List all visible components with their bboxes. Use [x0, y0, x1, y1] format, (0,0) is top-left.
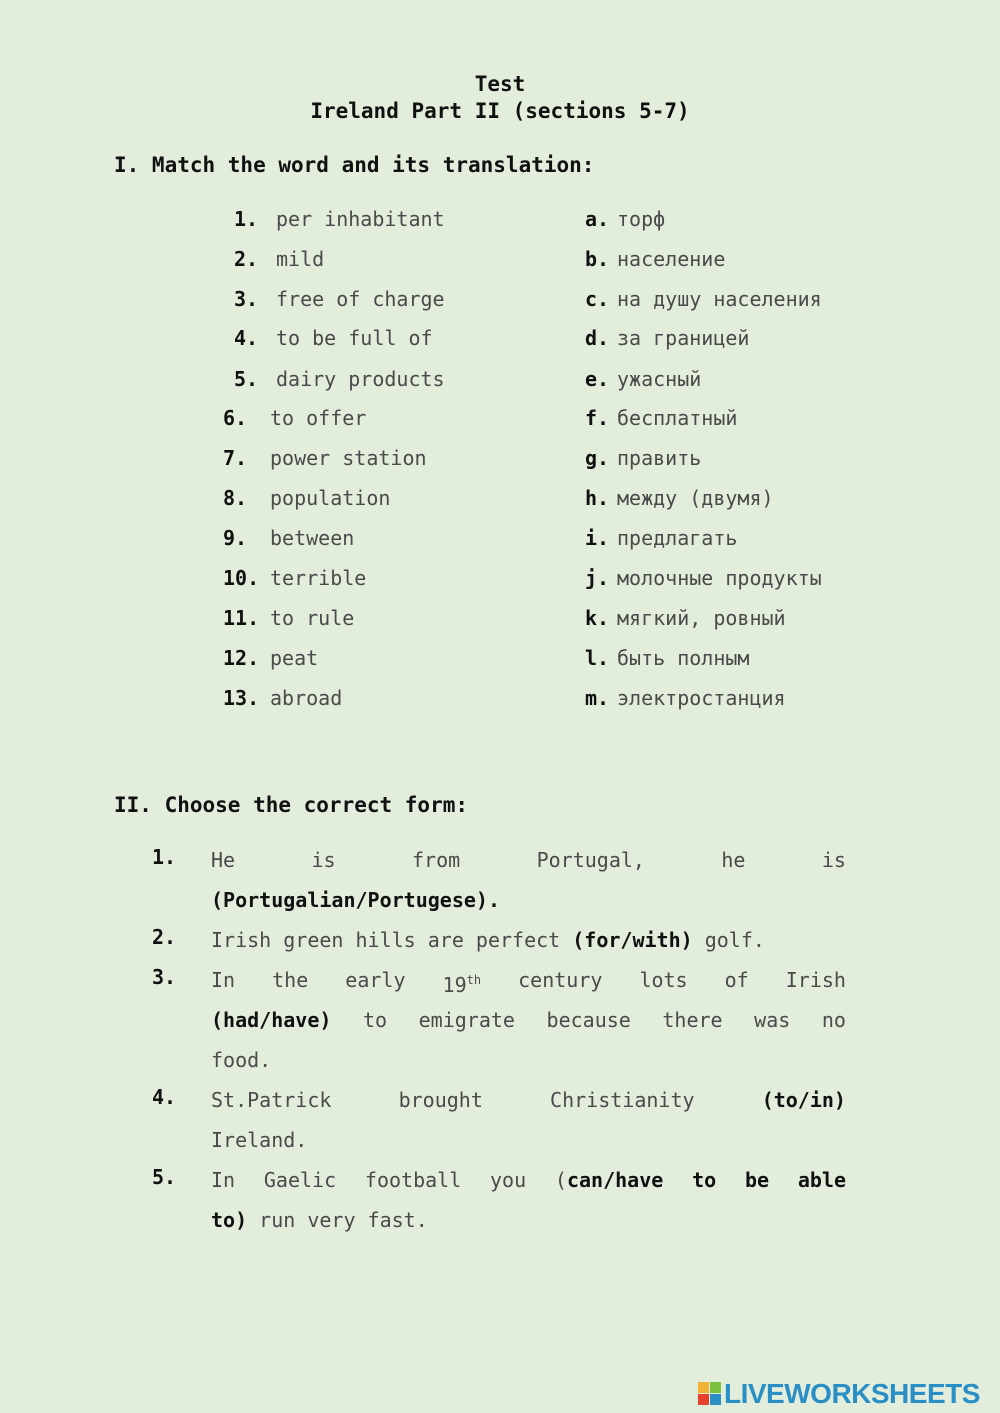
word-text: terrible [270, 566, 367, 590]
answer-options: to [692, 1168, 717, 1192]
open-paren: ( [554, 1168, 567, 1192]
translation-text: мягкий, ровный [617, 606, 786, 630]
word-text: to rule [270, 606, 355, 630]
translation-text: население [617, 247, 726, 271]
word-number: 11. [223, 606, 260, 630]
match-row [0, 486, 1000, 516]
word-number: 7. [223, 446, 248, 470]
translation-letter: i. [585, 526, 610, 550]
match-row [0, 207, 1000, 237]
question-line [211, 925, 846, 955]
translation-letter: h. [585, 486, 610, 510]
word-text: to be full of [276, 326, 433, 350]
question-word: football [364, 1168, 462, 1192]
word-number: 6. [223, 406, 248, 430]
question-text: . [487, 888, 500, 912]
translation-letter: e. [585, 367, 610, 391]
word-number: 13. [223, 686, 260, 710]
translation-letter: f. [585, 406, 610, 430]
translation-letter: k. [585, 606, 610, 630]
question-line: Ireland. [211, 1128, 308, 1152]
answer-options: (to/in) [761, 1088, 846, 1112]
question-word: is [311, 848, 336, 872]
match-row [0, 406, 1000, 436]
match-row [0, 326, 1000, 356]
match-row [0, 646, 1000, 676]
question-word: is [821, 848, 846, 872]
match-row [0, 446, 1000, 476]
logo-text: LIVEWORKSHEETS [724, 1378, 980, 1409]
answer-options: (Portugalian/Portugese) [211, 888, 488, 912]
translation-text: за границей [617, 326, 750, 350]
word-text: population [270, 486, 391, 510]
question-word: early [345, 968, 406, 992]
answer-options: (for/with) [572, 928, 693, 952]
question-word: because [546, 1008, 631, 1032]
page-subtitle: Ireland Part II (sections 5-7) [310, 99, 690, 123]
question-number: 3. [152, 965, 177, 989]
word-number: 10. [223, 566, 260, 590]
match-row [0, 566, 1000, 596]
translation-letter: g. [585, 446, 610, 470]
match-row [0, 287, 1000, 317]
question-word: you [490, 1168, 527, 1192]
match-row [0, 606, 1000, 636]
translation-text: предлагать [617, 526, 738, 550]
question-word: the [272, 968, 309, 992]
translation-text: между (двумя) [617, 486, 774, 510]
translation-text: быть полным [617, 646, 750, 670]
question-line [211, 845, 846, 875]
translation-text: бесплатный [617, 406, 738, 430]
question-number: 1. [152, 845, 177, 869]
question-number: 2. [152, 925, 177, 949]
logo-icon [698, 1382, 722, 1406]
word-text: peat [270, 646, 319, 670]
answer-options: can/have [566, 1168, 664, 1192]
question-word: Christianity [550, 1088, 695, 1112]
question-number: 4. [152, 1085, 177, 1109]
translation-letter: c. [585, 287, 610, 311]
translation-letter: m. [585, 686, 610, 710]
word-number: 8. [223, 486, 248, 510]
answer-options: to) [211, 1208, 248, 1232]
page-title: Test [474, 72, 526, 96]
translation-text: электростанция [617, 686, 786, 710]
word-text: free of charge [276, 287, 445, 311]
section2-heading: II. Choose the correct form: [114, 793, 469, 817]
question-line [211, 885, 846, 915]
translation-letter: j. [585, 566, 610, 590]
question-word [555, 1165, 663, 1195]
question-word: In [211, 1168, 236, 1192]
question-word: emigrate [418, 1008, 515, 1032]
translation-text: торф [617, 207, 666, 231]
word-text: power station [270, 446, 427, 470]
question-line [211, 1205, 846, 1235]
question-word: lots [639, 968, 688, 992]
word-number: 5. [234, 367, 259, 391]
word-text: dairy products [276, 367, 445, 391]
question-word: no [821, 1008, 846, 1032]
translation-text: молочные продукты [617, 566, 822, 590]
question-word: Gaelic [263, 1168, 337, 1192]
question-line [211, 1005, 846, 1035]
question-word: there [662, 1008, 723, 1032]
question-word: Portugal, [536, 848, 645, 872]
question-line [211, 965, 846, 995]
question-word [443, 965, 482, 995]
question-word: from [412, 848, 461, 872]
translation-text: ужасный [617, 367, 702, 391]
ordinal-suffix: th [466, 973, 482, 987]
word-number: 9. [223, 526, 248, 550]
question-word: to [362, 1008, 388, 1032]
word-number: 2. [234, 247, 259, 271]
word-number: 1. [234, 207, 259, 231]
question-line [211, 1165, 846, 1195]
question-text: run very fast. [247, 1208, 428, 1232]
translation-letter: a. [585, 207, 610, 231]
translation-text: на душу населения [617, 287, 822, 311]
question-number: 5. [152, 1165, 177, 1189]
question-word: he [721, 848, 746, 872]
word-number: 12. [223, 646, 260, 670]
question-word: St.Patrick [211, 1088, 332, 1112]
question-text: golf. [692, 928, 765, 952]
question-word: of [724, 968, 749, 992]
word-number: 4. [234, 326, 259, 350]
word-text: abroad [270, 686, 343, 710]
translation-letter: l. [585, 646, 610, 670]
question-word: In [211, 968, 236, 992]
question-word: brought [398, 1088, 483, 1112]
answer-options: able [797, 1168, 846, 1192]
question-text: Irish green hills are perfect [211, 928, 573, 952]
question-line [211, 1085, 846, 1115]
match-row [0, 367, 1000, 397]
match-row [0, 247, 1000, 277]
word-text: between [270, 526, 355, 550]
match-row [0, 686, 1000, 716]
word-text: mild [276, 247, 325, 271]
answer-options: (had/have) [211, 1008, 332, 1032]
question-word: Irish [785, 968, 846, 992]
translation-letter: b. [585, 247, 610, 271]
word-text: per inhabitant [276, 207, 445, 231]
liveworksheets-logo[interactable] [698, 1378, 980, 1410]
translation-text: править [617, 446, 702, 470]
question-line: food. [211, 1048, 272, 1072]
century-number: 19 [442, 973, 467, 997]
word-number: 3. [234, 287, 259, 311]
question-word: was [754, 1008, 791, 1032]
answer-options: be [744, 1168, 770, 1192]
word-text: to offer [270, 406, 367, 430]
question-word: He [211, 848, 236, 872]
question-word: century [518, 968, 603, 992]
section1-heading: I. Match the word and its translation: [114, 153, 595, 177]
match-row [0, 526, 1000, 556]
translation-letter: d. [585, 326, 610, 350]
